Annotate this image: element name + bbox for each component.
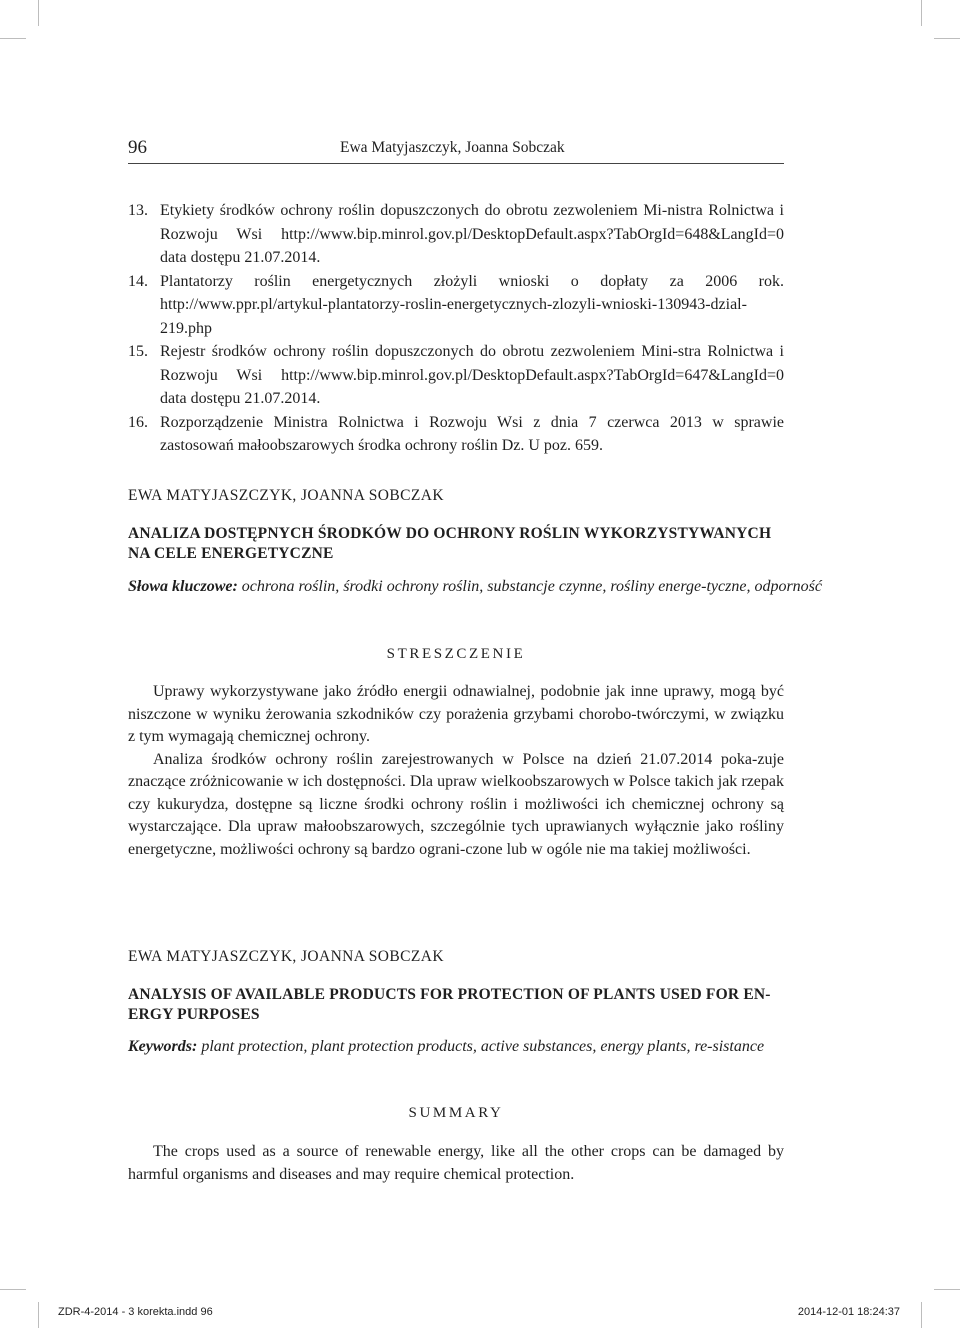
page-number: 96 xyxy=(128,137,147,158)
reference-number: 13. xyxy=(128,202,148,219)
reference-item xyxy=(128,199,784,270)
crop-mark xyxy=(921,0,922,26)
keywords-text: ochrona roślin, środki ochrony roślin, substancje czynne, rośliny energe-tyczne, odporność xyxy=(241,578,822,595)
reference-text: Etykiety środków ochrony roślin dopuszczonych do obrotu zezwoleniem Mi-nistra Rolnictwa i Rozwoju Wsi http://www.bip.minrol.gov.pl/DesktopDefault.aspx?TabOrgId=648&LangId=0 data dostępu 21.07.2014. xyxy=(160,202,784,266)
slug-timestamp: 2014-12-01 18:24:37 xyxy=(797,1306,900,1318)
polish-authors: EWA MATYJASZCZYK, JOANNA SOBCZAK xyxy=(128,487,444,504)
reference-text: Rejestr środków ochrony roślin dopuszczonych do obrotu zezwoleniem Mini-stra Rolnictwa i Rozwoju Wsi http://www.bip.minrol.gov.pl/DesktopDefault.aspx?TabOrgId=647&LangId=0 data dostępu 21.07.2014. xyxy=(160,343,784,407)
summary-heading: SUMMARY xyxy=(408,1105,504,1121)
english-authors: EWA MATYJASZCZYK, JOANNA SOBCZAK xyxy=(128,948,444,965)
keywords-label: Keywords: xyxy=(128,1038,198,1055)
reference-text: Rozporządzenie Ministra Rolnictwa i Rozwoju Wsi z dnia 7 czerwca 2013 w sprawie zastosowań małoobszarowych środka ochrony roślin Dz. U poz. 659. xyxy=(160,413,784,454)
reference-item xyxy=(128,340,784,411)
crop-mark xyxy=(0,38,26,39)
english-keywords xyxy=(128,1035,912,1059)
crop-mark xyxy=(921,1302,922,1328)
reference-item xyxy=(128,411,784,458)
header-rule xyxy=(128,163,784,164)
crop-mark xyxy=(934,1289,960,1290)
slug-filename: ZDR-4-2014 - 3 korekta.indd 96 xyxy=(58,1306,213,1318)
keywords-text: plant protection, plant protection products, active substances, energy plants, re-sistance xyxy=(201,1038,765,1055)
crop-mark xyxy=(38,0,39,26)
reference-list xyxy=(128,199,784,458)
polish-title: ANALIZA DOSTĘPNYCH ŚRODKÓW DO OCHRONY ROŚLIN WYKORZYSTYWANYCH NA CELE ENERGETYCZNE xyxy=(128,525,772,562)
english-title: ANALYSIS OF AVAILABLE PRODUCTS FOR PROTECTION OF PLANTS USED FOR EN-ERGY PURPOSES xyxy=(128,986,771,1023)
polish-keywords xyxy=(128,575,912,599)
reference-number: 16. xyxy=(128,413,148,431)
polish-abstract xyxy=(128,681,784,861)
keywords-label: Słowa kluczowe: xyxy=(128,578,238,595)
reference-item xyxy=(128,270,784,341)
abstract-heading: STRESZCZENIE xyxy=(386,646,526,662)
abstract-paragraph: The crops used as a source of renewable energy, like all the other crops can be damaged by harmful organisms and diseases and may require chemical protection. xyxy=(128,1143,784,1183)
crop-mark xyxy=(38,1302,39,1328)
reference-number: 14. xyxy=(128,272,148,290)
reference-number: 15. xyxy=(128,343,148,360)
crop-mark xyxy=(0,1289,26,1290)
english-abstract xyxy=(128,1141,784,1186)
abstract-paragraph: Analiza środków ochrony roślin zarejestrowanych w Polsce na dzień 21.07.2014 poka-zuje znaczące zróżnicowanie w ich dostępności. Dla upraw wielkoobszarowych w Polsce takich jak rzepak czy kukurydza, dostępne są liczne środki ochrony roślin i możliwości ich chemicznej ochrony są wystarczające. Dla upraw małoobszarowych, szczególnie tych uprawianych wyłącznie jako rośliny energetyczne, możliwości ochrony są bardzo ograni-czone lub w ogóle nie ma takiej możliwości. xyxy=(128,750,784,858)
abstract-paragraph: Uprawy wykorzystywane jako źródło energii odnawialnej, podobnie jak inne uprawy, mogą być niszczone w wyniku żerowania szkodników czy porażenia grzybami chorobo-twórczymi, w związku z tym wymagają chemicznej ochrony. xyxy=(128,683,784,745)
reference-text: Plantatorzy roślin energetycznych złożyli wnioski o dopłaty za 2006 rok. http://www.ppr.pl/artykul-plantatorzy-roslin-energetycznych-zlozyli-wnioski-130943-dzial-219.php xyxy=(160,272,784,337)
crop-mark xyxy=(934,38,960,39)
running-header-authors: Ewa Matyjaszczyk, Joanna Sobczak xyxy=(340,139,565,156)
